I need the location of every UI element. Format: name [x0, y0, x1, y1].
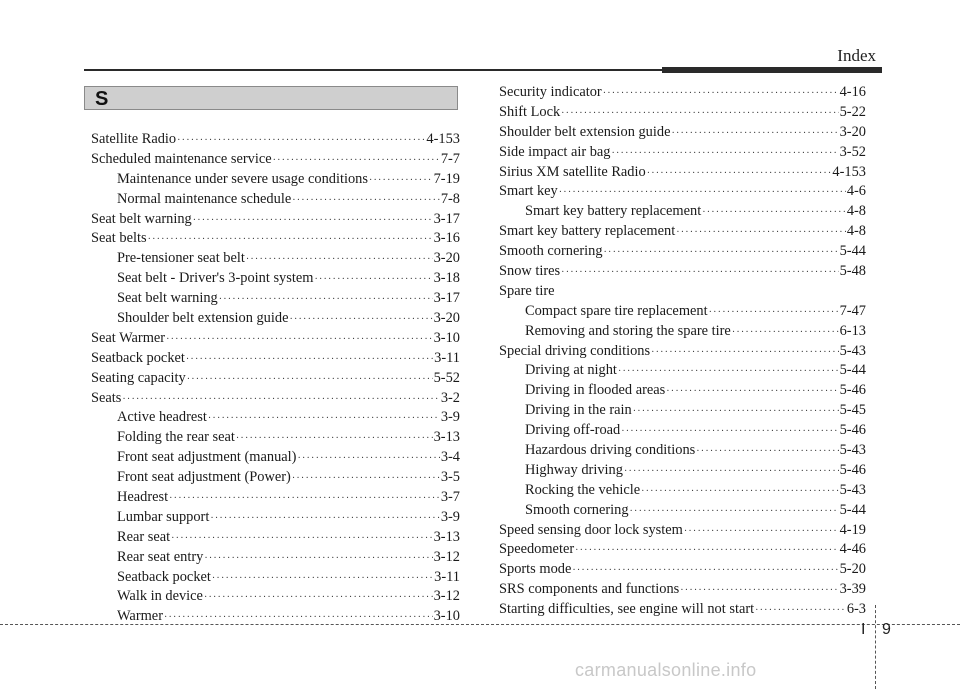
dot-leader: [666, 382, 838, 402]
index-entry: [499, 143, 866, 163]
index-entry-label: Scheduled maintenance service: [91, 150, 272, 167]
index-entry-page: 4-153: [832, 163, 866, 180]
index-entry-page: 3-12: [433, 548, 460, 565]
dot-leader: [732, 323, 839, 343]
index-entry: [91, 269, 460, 289]
index-entry-label: Shoulder belt extension guide: [499, 123, 671, 140]
index-entry-label: Seat belt - Driver's 3-point system: [117, 270, 314, 287]
index-entry: [499, 580, 866, 600]
index-entry-page: 3-11: [434, 349, 460, 366]
dot-leader: [204, 588, 433, 608]
index-entry: [499, 560, 866, 580]
footer-rule: [0, 624, 960, 625]
index-entry-page: 4-153: [426, 131, 460, 147]
index-entry-label: Shift Lock: [499, 103, 561, 120]
index-entry: [499, 361, 866, 381]
index-entry-label: Seatback pocket: [117, 568, 211, 585]
index-entry-page: 3-17: [433, 210, 460, 227]
index-entry-label: Driving in flooded areas: [525, 382, 666, 399]
index-entry: [499, 540, 866, 560]
index-entry-page: 3-20: [839, 123, 866, 140]
dot-leader: [561, 104, 838, 124]
index-entry: [499, 103, 866, 123]
index-entry: [499, 441, 866, 461]
index-entry-page: 4-16: [839, 84, 866, 100]
dot-leader: [208, 409, 440, 429]
dot-leader: [289, 310, 432, 330]
dot-leader: [651, 343, 839, 363]
index-entry-page: 5-48: [839, 263, 866, 280]
dot-leader: [171, 529, 432, 549]
index-entry-label: Special driving conditions: [499, 342, 651, 359]
dot-leader: [164, 608, 433, 628]
index-entry-label: Removing and storing the spare tire: [525, 322, 731, 339]
index-entry: [91, 528, 460, 548]
index-entry-page: 3-20: [433, 250, 460, 267]
index-entry: [499, 421, 866, 441]
index-entry: [499, 282, 866, 302]
index-entry-page: 3-5: [440, 469, 460, 486]
index-column-left: [91, 130, 460, 627]
dot-leader: [680, 581, 838, 601]
index-entry-page: 3-17: [433, 290, 460, 307]
index-entry-page: 5-46: [839, 382, 866, 399]
dot-leader: [671, 124, 838, 144]
dot-leader: [702, 203, 846, 223]
index-entry-page: 5-52: [433, 369, 460, 386]
index-entry: [91, 508, 460, 528]
index-entry: [91, 150, 460, 170]
index-entry-page: 3-10: [433, 329, 460, 346]
dot-leader: [676, 223, 846, 243]
index-entry-label: Speedometer: [499, 541, 575, 558]
index-entry-label: Front seat adjustment (manual): [117, 449, 297, 466]
dot-leader: [204, 549, 432, 569]
index-entry-label: Lumbar support: [117, 508, 210, 525]
index-entry: [499, 222, 866, 242]
dot-leader: [369, 171, 433, 191]
dot-leader: [219, 290, 433, 310]
dot-leader: [575, 541, 838, 561]
index-entry-label: Seats: [91, 389, 122, 406]
index-entry: [91, 309, 460, 329]
index-entry: [91, 329, 460, 349]
index-entry: [499, 123, 866, 143]
dot-leader: [696, 442, 838, 462]
dot-leader: [603, 84, 839, 104]
index-entry: [499, 461, 866, 481]
index-entry-page: 3-9: [440, 508, 460, 525]
index-entry-label: Compact spare tire replacement: [525, 302, 708, 319]
index-entry: [91, 468, 460, 488]
index-entry-page: 3-16: [433, 230, 460, 247]
footer-page-number: 9: [882, 621, 891, 638]
dot-leader: [604, 243, 839, 263]
dot-leader: [572, 561, 838, 581]
index-entry-label: Maintenance under severe usage conditions: [117, 170, 368, 187]
index-entry-label: Rear seat: [117, 528, 171, 545]
dot-leader: [559, 183, 846, 203]
dot-leader: [684, 522, 839, 542]
header-bar: [662, 67, 882, 73]
index-entry: [91, 289, 460, 309]
dot-leader: [236, 429, 433, 449]
index-entry: [499, 600, 866, 620]
index-entry: [499, 182, 866, 202]
footer-section-label: I: [861, 621, 866, 638]
index-entry-page: 5-44: [839, 362, 866, 379]
index-entry: [91, 349, 460, 369]
index-entry-page: 3-13: [433, 429, 460, 446]
index-entry-label: Security indicator: [499, 84, 602, 100]
index-entry-page: 5-20: [839, 561, 866, 578]
index-entry-page: 3-10: [433, 608, 460, 625]
index-entry-page: 3-9: [440, 409, 460, 426]
index-entry: [91, 249, 460, 269]
index-entry-page: 3-52: [839, 143, 866, 160]
index-entry: [91, 568, 460, 588]
index-entry-label: Folding the rear seat: [117, 429, 235, 446]
dot-leader: [621, 422, 838, 442]
dot-leader: [177, 131, 425, 151]
index-entry-label: Side impact air bag: [499, 143, 611, 160]
index-entry: [499, 83, 866, 103]
dot-leader: [314, 270, 432, 290]
index-entry-page: 5-44: [839, 501, 866, 518]
index-entry-label: Warmer: [117, 608, 163, 625]
dot-leader: [633, 402, 839, 422]
index-entry-label: Snow tires: [499, 263, 561, 280]
dot-leader: [122, 390, 439, 410]
index-entry-page: 4-19: [839, 521, 866, 538]
index-entry-label: Driving at night: [525, 362, 617, 379]
dot-leader: [273, 151, 440, 171]
index-entry-label: Seat Warmer: [91, 329, 166, 346]
dot-leader: [297, 449, 439, 469]
index-entry: [499, 322, 866, 342]
index-entry-label: Seat belt warning: [91, 210, 192, 227]
index-entry-label: Speed sensing door lock system: [499, 521, 683, 538]
index-entry-label: Normal maintenance schedule: [117, 190, 292, 207]
index-entry-label: Driving off-road: [525, 422, 621, 439]
dot-leader: [755, 601, 846, 621]
index-entry-page: 5-44: [839, 243, 866, 260]
index-entry-label: Walk in device: [117, 588, 203, 605]
index-entry-label: SRS components and functions: [499, 581, 680, 598]
dot-leader: [709, 303, 839, 323]
dot-leader: [292, 469, 440, 489]
index-entry-label: Active headrest: [117, 409, 207, 426]
index-entry: [499, 401, 866, 421]
index-entry-label: Shoulder belt extension guide: [117, 310, 289, 327]
index-entry-page: 3-2: [440, 389, 460, 406]
index-entry: [91, 210, 460, 230]
index-entry: [91, 428, 460, 448]
index-entry-label: Spare tire: [499, 282, 555, 299]
index-entry: [499, 342, 866, 362]
index-entry-page: 5-22: [839, 103, 866, 120]
index-entry-label: Rear seat entry: [117, 548, 204, 565]
index-entry-label: Smart key: [499, 183, 558, 200]
index-entry-label: Starting difficulties, see engine will not start: [499, 601, 755, 618]
index-entry: [91, 190, 460, 210]
index-entry: [91, 548, 460, 568]
index-entry-page: 7-47: [839, 302, 866, 319]
index-entry-page: 4-8: [846, 203, 866, 220]
dot-leader: [148, 230, 433, 250]
index-entry-label: Smooth cornering: [499, 243, 603, 260]
index-entry-page: 3-20: [433, 310, 460, 327]
index-entry: [499, 481, 866, 501]
index-entry-label: Rocking the vehicle: [525, 481, 641, 498]
index-entry: [91, 369, 460, 389]
index-entry-page: 5-43: [839, 342, 866, 359]
index-entry-page: 5-43: [839, 442, 866, 459]
index-entry-page: 3-7: [440, 489, 460, 506]
index-entry: [499, 202, 866, 222]
section-letter: S: [95, 88, 109, 110]
index-entry-label: Smart key battery replacement: [499, 223, 676, 240]
dot-leader: [618, 362, 839, 382]
index-entry-label: Sports mode: [499, 561, 572, 578]
index-entry-page: 5-46: [839, 461, 866, 478]
index-entry-page: 7-8: [440, 190, 460, 207]
dot-leader: [186, 350, 433, 370]
index-entry-page: 3-11: [434, 568, 460, 585]
index-entry-label: Smart key battery replacement: [525, 203, 702, 220]
index-entry-label: Smooth cornering: [525, 501, 629, 518]
index-entry: [91, 488, 460, 508]
index-entry: [499, 521, 866, 541]
index-entry: [499, 163, 866, 183]
watermark: carmanualsonline.info: [575, 660, 757, 680]
dot-leader: [193, 211, 433, 231]
dot-leader: [169, 489, 440, 509]
index-entry-page: 3-13: [433, 528, 460, 545]
index-entry: [91, 229, 460, 249]
index-entry-page: 5-43: [839, 481, 866, 498]
dot-leader: [647, 164, 832, 184]
index-entry-page: 3-18: [433, 270, 460, 287]
index-entry-label: Seat belt warning: [117, 290, 218, 307]
dot-leader: [166, 330, 433, 350]
index-entry-label: Satellite Radio: [91, 131, 177, 147]
index-entry: [91, 130, 460, 150]
dot-leader: [624, 462, 839, 482]
index-entry: [499, 381, 866, 401]
index-entry-label: Front seat adjustment (Power): [117, 469, 291, 486]
footer-divider: [875, 605, 876, 689]
header-title: Index: [837, 46, 876, 65]
index-entry-page: 4-6: [846, 183, 866, 200]
index-entry-page: 5-46: [839, 422, 866, 439]
index-entry-label: Seatback pocket: [91, 349, 185, 366]
dot-leader: [641, 482, 839, 502]
index-entry-page: 3-12: [433, 588, 460, 605]
index-entry-label: Driving in the rain: [525, 402, 632, 419]
index-entry-label: Sirius XM satellite Radio: [499, 163, 646, 180]
dot-leader: [246, 250, 433, 270]
index-entry-page: 4-8: [846, 223, 866, 240]
dot-leader: [630, 502, 839, 522]
dot-leader: [292, 191, 440, 211]
index-entry-page: 3-39: [839, 581, 866, 598]
section-heading-box: [84, 86, 458, 110]
dot-leader: [212, 569, 433, 589]
dot-leader: [187, 370, 433, 390]
index-entry: [499, 242, 866, 262]
index-entry-label: Pre-tensioner seat belt: [117, 250, 245, 267]
index-entry: [499, 501, 866, 521]
dot-leader: [612, 144, 839, 164]
index-entry-label: Headrest: [117, 489, 169, 506]
index-entry: [499, 262, 866, 282]
index-entry: [91, 587, 460, 607]
index-entry-page: 6-3: [846, 601, 866, 618]
index-entry-label: Seat belts: [91, 230, 147, 247]
index-entry-label: Highway driving: [525, 461, 623, 478]
index-entry-page: 3-4: [440, 449, 460, 466]
index-entry-page: 7-19: [433, 170, 460, 187]
index-entry-page: 5-45: [839, 402, 866, 419]
index-entry-page: 4-46: [839, 541, 866, 558]
dot-leader: [210, 509, 439, 529]
index-entry: [91, 170, 460, 190]
index-entry-page: 7-7: [440, 150, 460, 167]
index-entry-label: Hazardous driving conditions: [525, 442, 696, 459]
index-entry: [91, 389, 460, 409]
index-column-right: [499, 83, 866, 620]
index-entry-page: 6-13: [839, 322, 866, 339]
index-entry: [91, 408, 460, 428]
index-entry-label: Seating capacity: [91, 369, 186, 386]
index-entry: [499, 302, 866, 322]
dot-leader: [561, 263, 838, 283]
index-entry: [91, 448, 460, 468]
